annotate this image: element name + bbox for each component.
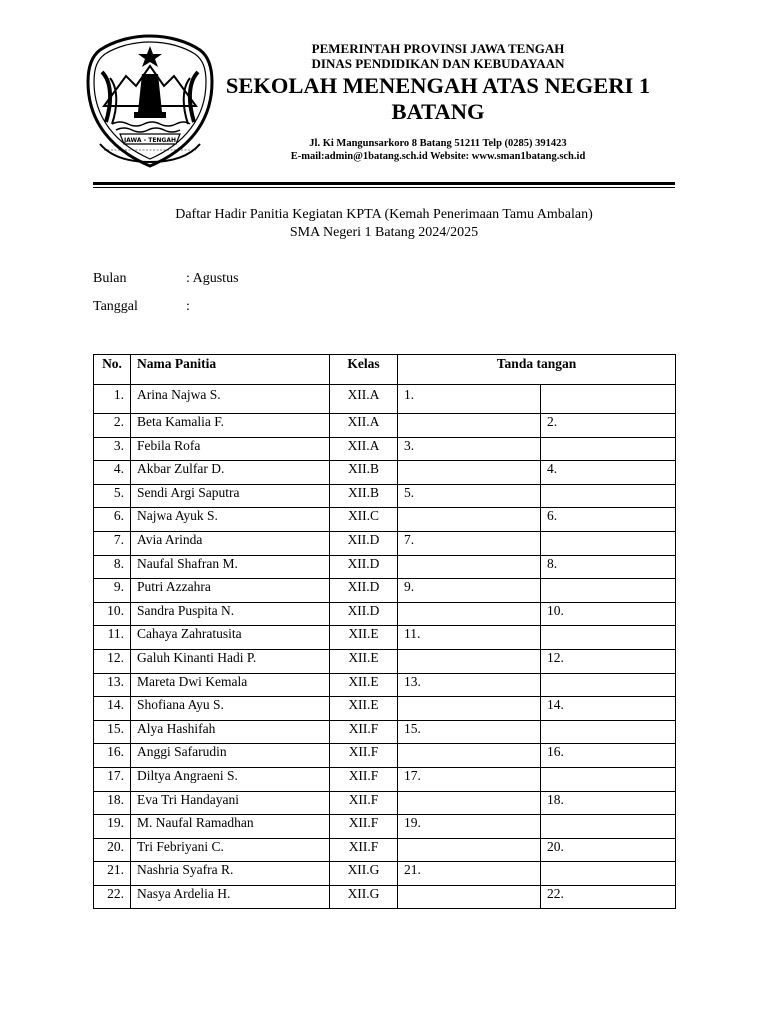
document-title-line1: Daftar Hadir Panitia Kegiatan KPTA (Kemah Penerimaan Tamu Ambalan) bbox=[175, 207, 593, 222]
row-no: 7. bbox=[94, 531, 131, 555]
row-nama: Tri Febriyani C. bbox=[131, 838, 330, 862]
signature-cell-right[interactable] bbox=[541, 720, 676, 744]
row-nama: Avia Arinda bbox=[131, 531, 330, 555]
table-row bbox=[94, 697, 676, 721]
school-contact: E-mail:admin@1batang.sch.id Website: www.sman1batang.sch.id bbox=[290, 151, 586, 162]
signature-cell-right[interactable] bbox=[541, 531, 676, 555]
signature-cell-left[interactable]: 17. bbox=[398, 767, 541, 791]
row-kelas: XII.D bbox=[330, 602, 398, 626]
row-kelas: XII.F bbox=[330, 744, 398, 768]
row-nama: Eva Tri Handayani bbox=[131, 791, 330, 815]
row-kelas: XII.D bbox=[330, 555, 398, 579]
row-kelas: XII.A bbox=[330, 414, 398, 438]
row-kelas: XII.E bbox=[330, 626, 398, 650]
letterhead-divider-thick bbox=[93, 182, 675, 185]
signature-cell-left[interactable]: 13. bbox=[398, 673, 541, 697]
header-no: No. bbox=[94, 355, 131, 385]
signature-cell-left[interactable]: 5. bbox=[398, 484, 541, 508]
table-row bbox=[94, 508, 676, 532]
signature-cell-right[interactable]: 10. bbox=[541, 602, 676, 626]
table-row bbox=[94, 579, 676, 603]
signature-cell-right[interactable] bbox=[541, 862, 676, 886]
row-no: 18. bbox=[94, 791, 131, 815]
row-no: 11. bbox=[94, 626, 131, 650]
signature-cell-right[interactable]: 12. bbox=[541, 649, 676, 673]
row-kelas: XII.E bbox=[330, 697, 398, 721]
row-no: 1. bbox=[94, 385, 131, 414]
signature-cell-left[interactable]: 1. bbox=[398, 385, 541, 414]
row-nama: Beta Kamalia F. bbox=[131, 414, 330, 438]
signature-cell-right[interactable]: 14. bbox=[541, 697, 676, 721]
row-nama: Nashria Syafra R. bbox=[131, 862, 330, 886]
signature-cell-left[interactable] bbox=[398, 508, 541, 532]
row-nama: Naufal Shafran M. bbox=[131, 555, 330, 579]
row-kelas: XII.G bbox=[330, 885, 398, 909]
attendance-table-body bbox=[94, 385, 676, 909]
signature-cell-left[interactable] bbox=[398, 791, 541, 815]
signature-cell-right[interactable] bbox=[541, 815, 676, 839]
signature-cell-right[interactable]: 2. bbox=[541, 414, 676, 438]
table-row bbox=[94, 673, 676, 697]
signature-cell-left[interactable] bbox=[398, 649, 541, 673]
table-row bbox=[94, 744, 676, 768]
row-no: 22. bbox=[94, 885, 131, 909]
row-no: 21. bbox=[94, 862, 131, 886]
tanggal-label: Tanggal bbox=[93, 299, 138, 314]
letterhead-department: DINAS PENDIDIKAN DAN KEBUDAYAAN bbox=[311, 56, 565, 71]
row-no: 9. bbox=[94, 579, 131, 603]
table-row bbox=[94, 649, 676, 673]
row-nama: Galuh Kinanti Hadi P. bbox=[131, 649, 330, 673]
row-kelas: XII.A bbox=[330, 437, 398, 461]
row-kelas: XII.E bbox=[330, 649, 398, 673]
row-no: 13. bbox=[94, 673, 131, 697]
header-tanda-tangan: Tanda tangan bbox=[398, 355, 676, 385]
row-no: 8. bbox=[94, 555, 131, 579]
signature-cell-right[interactable] bbox=[541, 437, 676, 461]
signature-cell-left[interactable]: 7. bbox=[398, 531, 541, 555]
table-row bbox=[94, 791, 676, 815]
row-kelas: XII.D bbox=[330, 531, 398, 555]
table-row bbox=[94, 461, 676, 485]
row-nama: Putri Azzahra bbox=[131, 579, 330, 603]
row-no: 16. bbox=[94, 744, 131, 768]
school-name: SEKOLAH MENENGAH ATAS NEGERI 1 BATANG bbox=[225, 73, 651, 124]
row-no: 19. bbox=[94, 815, 131, 839]
row-nama: Diltya Angraeni S. bbox=[131, 767, 330, 791]
row-kelas: XII.F bbox=[330, 815, 398, 839]
signature-cell-right[interactable] bbox=[541, 484, 676, 508]
signature-cell-right[interactable] bbox=[541, 767, 676, 791]
signature-cell-left[interactable]: 15. bbox=[398, 720, 541, 744]
table-row bbox=[94, 626, 676, 650]
letterhead-government: PEMERINTAH PROVINSI JAWA TENGAH bbox=[311, 41, 565, 56]
signature-cell-left[interactable] bbox=[398, 602, 541, 626]
jawa-tengah-emblem-icon bbox=[82, 32, 218, 170]
row-no: 3. bbox=[94, 437, 131, 461]
row-kelas: XII.C bbox=[330, 508, 398, 532]
table-header-row bbox=[94, 355, 676, 385]
signature-cell-left[interactable] bbox=[398, 555, 541, 579]
signature-cell-right[interactable] bbox=[541, 626, 676, 650]
table-row bbox=[94, 414, 676, 438]
row-kelas: XII.E bbox=[330, 673, 398, 697]
signature-cell-right[interactable]: 18. bbox=[541, 791, 676, 815]
tanggal-value: : bbox=[186, 299, 190, 314]
signature-cell-right[interactable] bbox=[541, 579, 676, 603]
attendance-table bbox=[93, 354, 676, 909]
signature-cell-left[interactable] bbox=[398, 461, 541, 485]
header-kelas: Kelas bbox=[330, 355, 398, 385]
row-nama: Alya Hashifah bbox=[131, 720, 330, 744]
signature-cell-right[interactable] bbox=[541, 673, 676, 697]
letterhead bbox=[214, 41, 662, 163]
table-row bbox=[94, 484, 676, 508]
row-nama: Nasya Ardelia H. bbox=[131, 885, 330, 909]
signature-cell-left[interactable]: 11. bbox=[398, 626, 541, 650]
svg-text:JAWA - TENGAH: JAWA - TENGAH bbox=[123, 137, 177, 144]
row-kelas: XII.B bbox=[330, 484, 398, 508]
table-row bbox=[94, 385, 676, 414]
row-nama: Akbar Zulfar D. bbox=[131, 461, 330, 485]
letterhead-divider-thin bbox=[93, 187, 675, 188]
row-no: 15. bbox=[94, 720, 131, 744]
signature-cell-right[interactable]: 22. bbox=[541, 885, 676, 909]
table-row bbox=[94, 838, 676, 862]
row-kelas: XII.F bbox=[330, 791, 398, 815]
row-kelas: XII.D bbox=[330, 579, 398, 603]
row-no: 2. bbox=[94, 414, 131, 438]
bulan-value: : Agustus bbox=[186, 271, 239, 286]
row-nama: M. Naufal Ramadhan bbox=[131, 815, 330, 839]
table-row bbox=[94, 531, 676, 555]
signature-cell-right[interactable] bbox=[541, 385, 676, 414]
row-kelas: XII.G bbox=[330, 862, 398, 886]
table-row bbox=[94, 815, 676, 839]
table-row bbox=[94, 437, 676, 461]
row-nama: Sandra Puspita N. bbox=[131, 602, 330, 626]
table-row bbox=[94, 767, 676, 791]
row-no: 12. bbox=[94, 649, 131, 673]
signature-cell-left[interactable] bbox=[398, 744, 541, 768]
row-nama: Febila Rofa bbox=[131, 437, 330, 461]
document-title-line2: SMA Negeri 1 Batang 2024/2025 bbox=[289, 225, 479, 240]
table-row bbox=[94, 720, 676, 744]
row-no: 20. bbox=[94, 838, 131, 862]
row-kelas: XII.A bbox=[330, 385, 398, 414]
header-nama: Nama Panitia bbox=[131, 355, 330, 385]
signature-cell-left[interactable] bbox=[398, 838, 541, 862]
document-title bbox=[93, 206, 675, 242]
row-nama: Shofiana Ayu S. bbox=[131, 697, 330, 721]
table-row bbox=[94, 602, 676, 626]
row-kelas: XII.F bbox=[330, 767, 398, 791]
row-nama: Sendi Argi Saputra bbox=[131, 484, 330, 508]
school-address: Jl. Ki Mangunsarkoro 8 Batang 51211 Telp (0285) 391423 bbox=[309, 138, 567, 149]
row-kelas: XII.F bbox=[330, 720, 398, 744]
row-no: 4. bbox=[94, 461, 131, 485]
row-no: 5. bbox=[94, 484, 131, 508]
signature-cell-left[interactable]: 19. bbox=[398, 815, 541, 839]
row-nama: Najwa Ayuk S. bbox=[131, 508, 330, 532]
signature-cell-right[interactable]: 4. bbox=[541, 461, 676, 485]
signature-cell-right[interactable]: 16. bbox=[541, 744, 676, 768]
signature-cell-left[interactable] bbox=[398, 414, 541, 438]
row-kelas: XII.F bbox=[330, 838, 398, 862]
row-nama: Arina Najwa S. bbox=[131, 385, 330, 414]
signature-cell-right[interactable]: 6. bbox=[541, 508, 676, 532]
row-nama: Mareta Dwi Kemala bbox=[131, 673, 330, 697]
row-no: 14. bbox=[94, 697, 131, 721]
signature-cell-left[interactable]: 9. bbox=[398, 579, 541, 603]
row-no: 10. bbox=[94, 602, 131, 626]
table-row bbox=[94, 862, 676, 886]
signature-cell-left[interactable]: 21. bbox=[398, 862, 541, 886]
row-nama: Cahaya Zahratusita bbox=[131, 626, 330, 650]
signature-cell-right[interactable]: 8. bbox=[541, 555, 676, 579]
row-nama: Anggi Safarudin bbox=[131, 744, 330, 768]
signature-cell-left[interactable] bbox=[398, 697, 541, 721]
signature-cell-left[interactable]: 3. bbox=[398, 437, 541, 461]
row-no: 6. bbox=[94, 508, 131, 532]
bulan-label: Bulan bbox=[93, 271, 127, 286]
table-row bbox=[94, 885, 676, 909]
signature-cell-right[interactable]: 20. bbox=[541, 838, 676, 862]
row-kelas: XII.B bbox=[330, 461, 398, 485]
table-row bbox=[94, 555, 676, 579]
row-no: 17. bbox=[94, 767, 131, 791]
signature-cell-left[interactable] bbox=[398, 885, 541, 909]
